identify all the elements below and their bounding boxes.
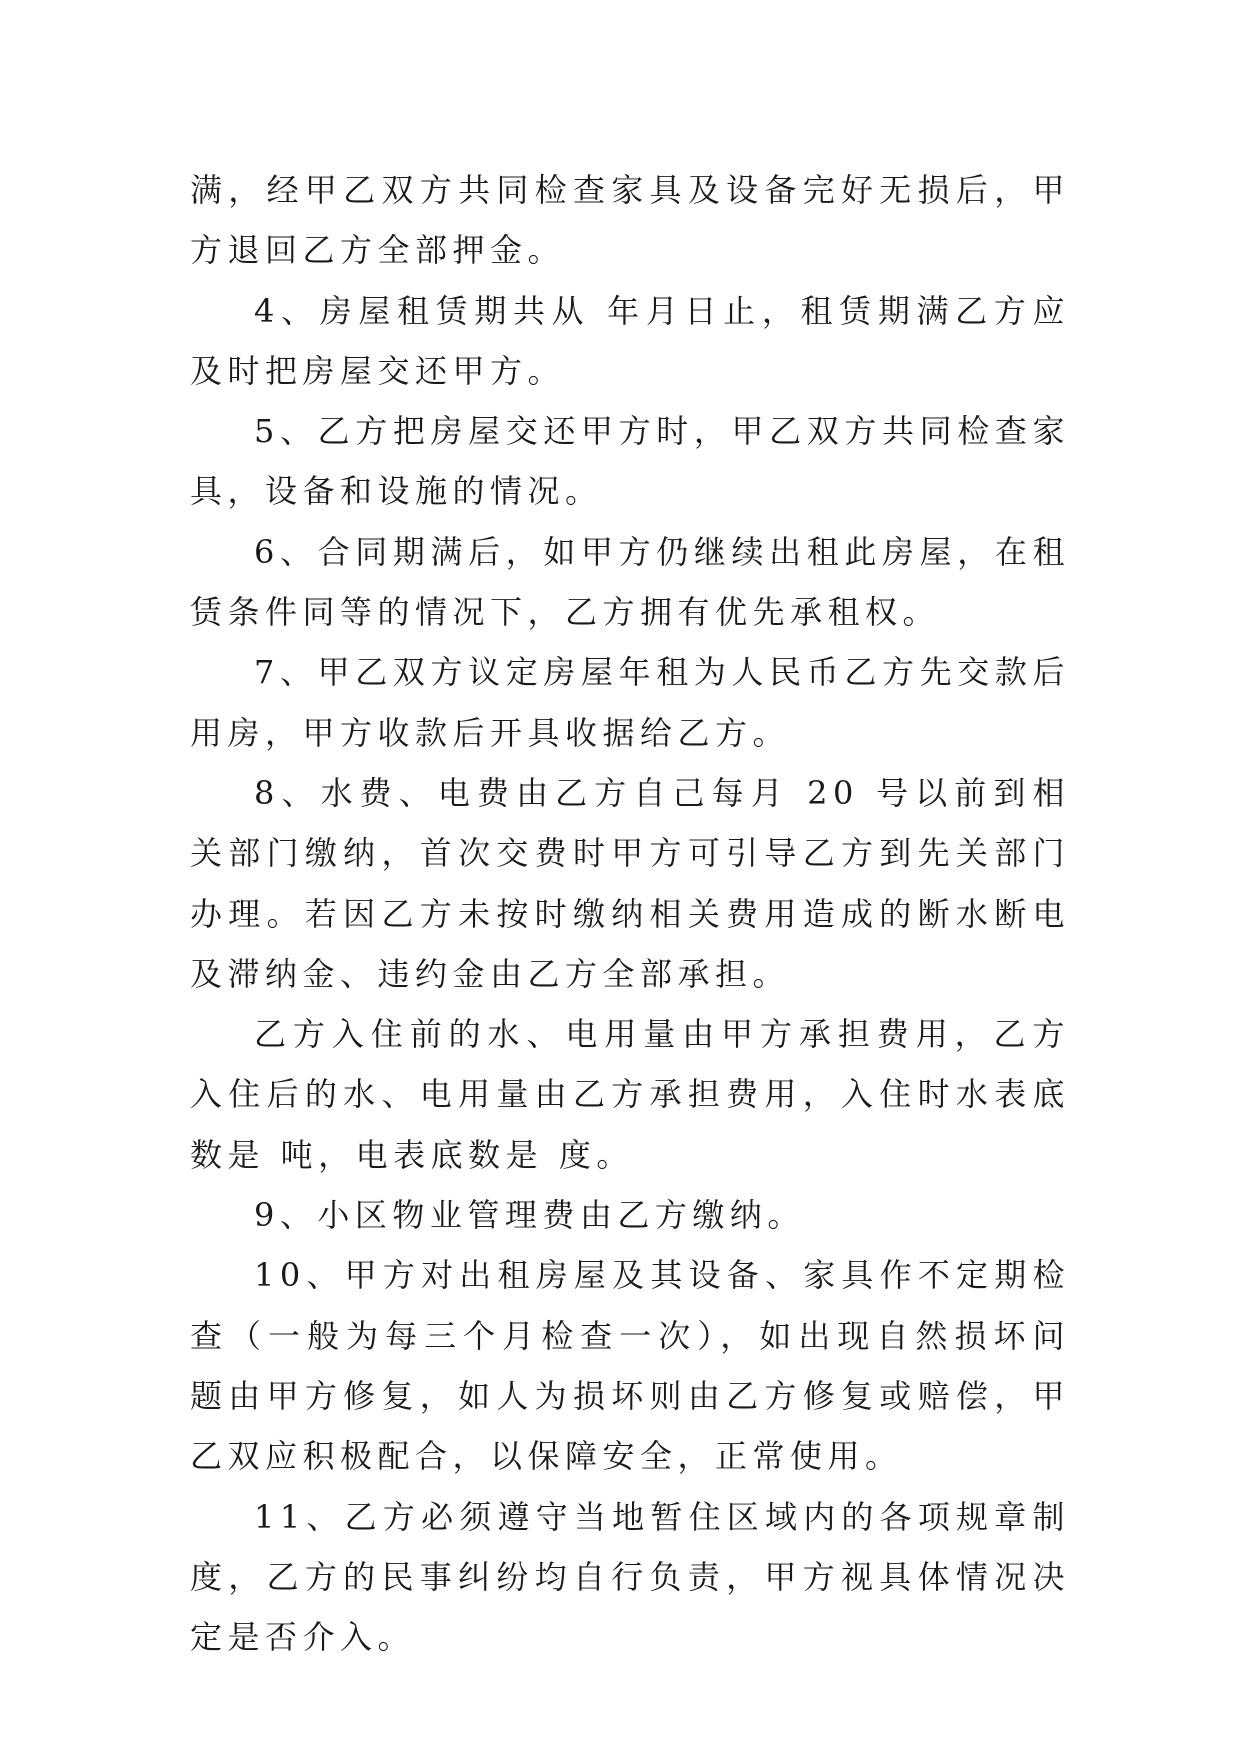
paragraph-clause-6: 6、合同期满后，如甲方仍继续出租此房屋，在租赁条件同等的情况下，乙方拥有优先承租权。 <box>190 532 1070 632</box>
paragraph-clause-10: 10、甲方对出租房屋及其设备、家具作不定期检查（一般为每三个月检查一次），如出现自然损坏问题由甲方修复，如人为损坏则由乙方修复或赔偿，甲乙双应积极配合，以保障安全，正常使用。 <box>190 1256 1070 1476</box>
paragraph-clause-11: 11、乙方必须遵守当地暂住区域内的各项规章制度，乙方的民事纠纷均自行负责，甲方视具体情况决定是否介入。 <box>190 1497 1070 1657</box>
paragraph-clause-9: 9、小区物业管理费由乙方缴纳。 <box>254 1196 805 1235</box>
document-body <box>190 160 1070 1667</box>
paragraph-clause-7: 7、甲乙双方议定房屋年租为人民币乙方先交款后用房，甲方收款后开具收据给乙方。 <box>190 653 1070 752</box>
paragraph-continuation: 满，经甲乙双方共同检查家具及设备完好无损后，甲方退回乙方全部押金。 <box>190 171 1070 270</box>
paragraph-clause-4: 4、房屋租赁期共从 年月日止，租赁期满乙方应及时把房屋交还甲方。 <box>190 291 1070 390</box>
paragraph-clause-8: 8、水费、电费由乙方自己每月 20 号以前到相关部门缴纳，首次交费时甲方可引导乙方到先关部门办理。若因乙方未按时缴纳相关费用造成的断水断电及滞纳金、违约金由乙方全部承担。 <box>190 773 1070 993</box>
paragraph-clause-8-utilities: 乙方入住前的水、电用量由甲方承担费用，乙方入住后的水、电用量由乙方承担费用，入住时水表底数是 吨，电表底数是 度。 <box>190 1015 1070 1174</box>
paragraph-clause-5: 5、乙方把房屋交还甲方时，甲乙双方共同检查家具，设备和设施的情况。 <box>190 412 1070 511</box>
